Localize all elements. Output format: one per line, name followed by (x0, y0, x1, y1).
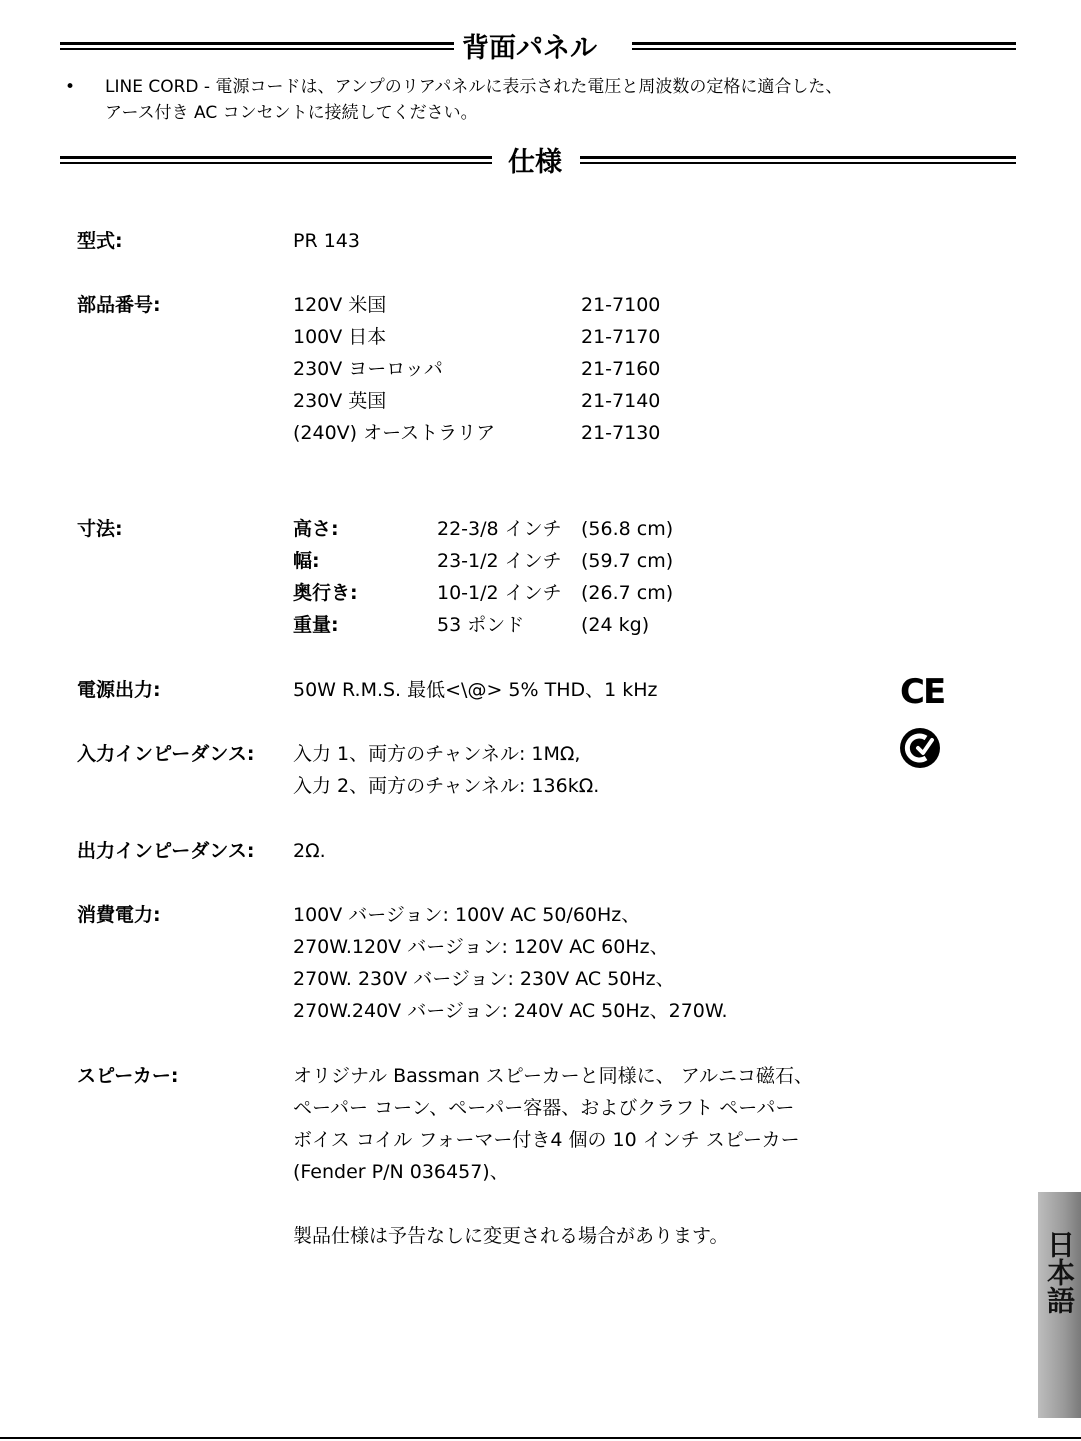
bullet-marker: • (65, 77, 76, 97)
consumption-line: 270W.120V バージョン: 120V AC 60Hz、 (293, 936, 669, 958)
dim-inch: 22-3/8 インチ (437, 518, 562, 540)
model-label: 型式: (77, 230, 123, 252)
dimensions-label: 寸法: (77, 518, 123, 540)
part-number: 21-7140 (581, 390, 661, 412)
dim-inch: 53 ポンド (437, 614, 525, 636)
consumption-line: 270W.240V バージョン: 240V AC 50Hz、270W. (293, 1000, 728, 1022)
dim-inch: 23-1/2 インチ (437, 550, 562, 572)
header-rule-right (632, 42, 1016, 50)
specs-header (60, 146, 1016, 186)
part-name: 100V 日本 (293, 326, 387, 348)
bullet-line-2: アース付き AC コンセントに接続してください。 (105, 103, 478, 123)
part-number: 21-7170 (581, 326, 661, 348)
speaker-line: (Fender P/N 036457)、 (293, 1161, 509, 1183)
speaker-label: スピーカー: (77, 1065, 179, 1087)
bottom-rule (0, 1437, 1081, 1439)
consumption-line: 270W. 230V バージョン: 230V AC 50Hz、 (293, 968, 675, 990)
dim-inch: 10-1/2 インチ (437, 582, 562, 604)
dim-metric: (24 kg) (581, 614, 650, 636)
power-output-label: 電源出力: (77, 679, 161, 701)
output-impedance-value: 2Ω. (293, 840, 326, 862)
part-number: 21-7130 (581, 422, 661, 444)
bullet-text (105, 74, 975, 126)
part-name: 230V 英国 (293, 390, 387, 412)
specs-title: 仕様 (508, 147, 562, 178)
ce-mark-icon: CE (900, 672, 945, 712)
header-rule-right (580, 156, 1016, 164)
input-impedance-1: 入力 1、両方のチャンネル: 1MΩ, (293, 743, 581, 765)
dim-metric: (59.7 cm) (581, 550, 674, 572)
speaker-line: オリジナル Bassman スピーカーと同様に、 アルニコ磁石、 (293, 1065, 813, 1087)
c-tick-mark-icon (898, 726, 942, 770)
speaker-line: ペーパー コーン、ペーパー容器、およびクラフト ペーパー (293, 1097, 795, 1119)
dim-name: 奥行き: (293, 582, 358, 604)
rear-panel-header (60, 32, 1016, 72)
rear-panel-title: 背面パネル (462, 33, 597, 64)
part-number: 21-7160 (581, 358, 661, 380)
input-impedance-2: 入力 2、両方のチャンネル: 136kΩ. (293, 775, 600, 797)
dim-name: 高さ: (293, 518, 339, 540)
header-rule-left (60, 156, 492, 164)
part-name: 120V 米国 (293, 294, 387, 316)
consumption-line: 100V バージョン: 100V AC 50/60Hz、 (293, 904, 641, 926)
dim-name: 重量: (293, 614, 339, 636)
part-name: (240V) オーストラリア (293, 422, 496, 444)
dim-metric: (26.7 cm) (581, 582, 674, 604)
part-number-label: 部品番号: (77, 294, 161, 316)
language-side-tab-label: 日本語 (1043, 1230, 1076, 1314)
dim-name: 幅: (293, 550, 320, 572)
spec-change-notice: 製品仕様は予告なしに変更される場合があります。 (293, 1225, 729, 1247)
dim-metric: (56.8 cm) (581, 518, 674, 540)
header-rule-left (60, 42, 454, 50)
model-value: PR 143 (293, 230, 360, 252)
input-impedance-label: 入力インピーダンス: (77, 743, 255, 765)
speaker-line: ボイス コイル フォーマー付き4 個の 10 インチ スピーカー (293, 1129, 800, 1151)
power-consumption-label: 消費電力: (77, 904, 161, 926)
power-output-value: 50W R.M.S. 最低<\@> 5% THD、1 kHz (293, 679, 658, 701)
part-number: 21-7100 (581, 294, 661, 316)
bullet-line-1: LINE CORD - 電源コードは、アンプのリアパネルに表示された電圧と周波数の定格に適合した、 (105, 77, 843, 97)
output-impedance-label: 出力インピーダンス: (77, 840, 255, 862)
part-name: 230V ヨーロッパ (293, 358, 443, 380)
